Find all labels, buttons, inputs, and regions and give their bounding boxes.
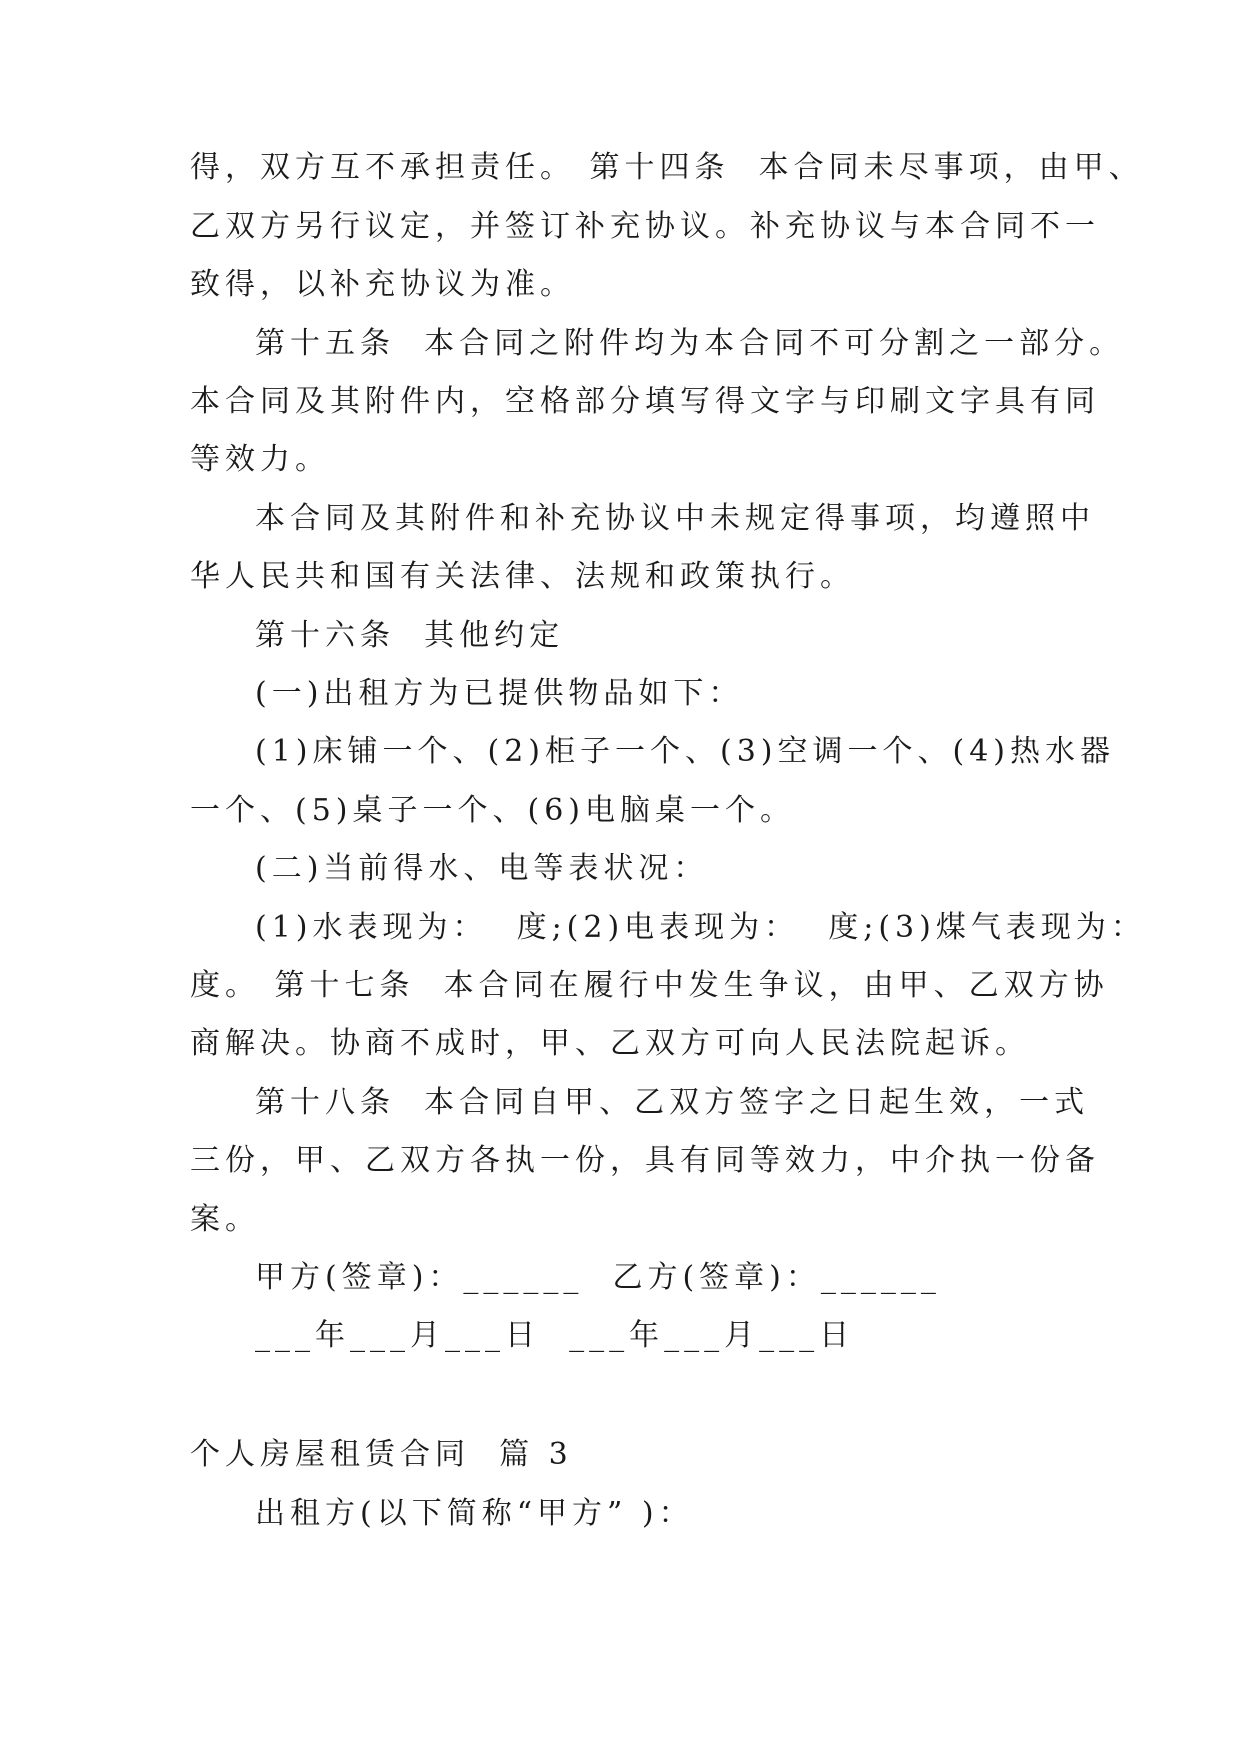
- text-line-5: 本合同及其附件内，空格部分填写得文字与印刷文字具有同: [190, 384, 1100, 419]
- text-line-18: 三份，甲、乙双方各执一份，具有同等效力，中介执一份备: [190, 1143, 1100, 1178]
- text-line-6: 等效力。: [190, 442, 330, 477]
- text-line-14: (1)水表现为： 度;(2)电表现为： 度;(3)煤气表现为：: [255, 910, 1146, 945]
- text-line-15: 度。 第十七条 本合同在履行中发生争议，由甲、乙双方协: [190, 968, 1109, 1003]
- text-line-1: 得，双方互不承担责任。 第十四条 本合同未尽事项，由甲、: [190, 150, 1144, 185]
- text-line-11: (1)床铺一个、(2)柜子一个、(3)空调一个、(4)热水器: [255, 734, 1115, 769]
- text-line-23: 出租方(以下简称“甲方” )：: [255, 1496, 694, 1531]
- text-line-9: 第十六条 其他约定: [255, 618, 565, 653]
- text-line-2: 乙双方另行议定，并签订补充协议。补充协议与本合同不一: [190, 209, 1100, 244]
- text-line-17: 第十八条 本合同自甲、乙双方签字之日起生效，一式: [255, 1085, 1090, 1120]
- text-line-16: 商解决。协商不成时，甲、乙双方可向人民法院起诉。: [190, 1026, 1030, 1061]
- section-heading: 个人房屋租赁合同 篇 3: [190, 1437, 573, 1472]
- text-line-13: (二)当前得水、电等表状况：: [255, 851, 709, 886]
- text-line-3: 致得，以补充协议为准。: [190, 267, 575, 302]
- signature-line: 甲方(签章)：______ 乙方(签章)：______: [255, 1260, 941, 1295]
- text-line-19: 案。: [190, 1202, 260, 1237]
- text-line-10: (一)出租方为已提供物品如下：: [255, 676, 744, 711]
- text-line-12: 一个、(5)桌子一个、(6)电脑桌一个。: [190, 793, 795, 828]
- text-line-8: 华人民共和国有关法律、法规和政策执行。: [190, 559, 855, 594]
- text-line-4: 第十五条 本合同之附件均为本合同不可分割之一部分。: [255, 326, 1125, 361]
- date-line: ___年___月___日 ___年___月___日: [255, 1318, 855, 1353]
- text-line-7: 本合同及其附件和补充协议中未规定得事项，均遵照中: [255, 501, 1095, 536]
